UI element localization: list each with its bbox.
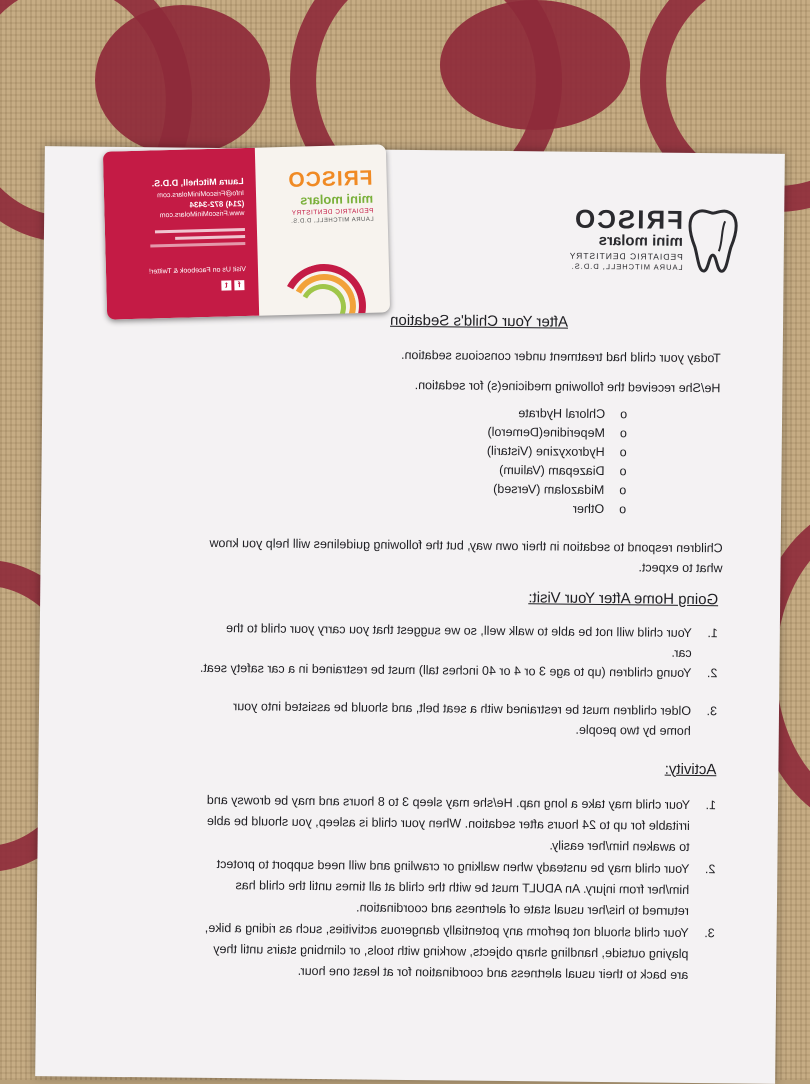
- card-name: Laura Mitchell, D.D.S.: [152, 176, 244, 188]
- document-title: After Your Child's Sedation: [390, 312, 568, 331]
- respond-line-1: Children respond to sedation in their own way, but the following guidelines will help you know: [209, 536, 722, 555]
- card-brand-area: [255, 144, 390, 315]
- letterhead-brand: FRISCO: [573, 204, 684, 236]
- card-contact-panel: [103, 148, 259, 320]
- intro-line-1: Today your child had treatment under conscious sedation.: [401, 348, 721, 365]
- medicine-item: oMidazolam (Versed): [486, 482, 626, 502]
- medicine-item: oDiazepam (Valium): [487, 463, 627, 483]
- facebook-icon: f: [234, 280, 244, 290]
- card-tagline: PEDIATRIC DENTISTRY: [291, 208, 373, 217]
- list-item: 2. Your child may be unsteady when walking or crawling and will need support to protect him/her from injury. An ADULT must be with the child at all times until the child has returned to his/her usual state of alertness and coordination.: [715, 859, 716, 923]
- card-website: www.FriscoMiniMolars.com: [160, 210, 245, 219]
- card-brand: FRISCO: [287, 167, 373, 193]
- medicine-list: [486, 406, 627, 521]
- card-email: Info@FriscoMiniMolars.com: [157, 190, 244, 199]
- activity-list: [714, 795, 716, 987]
- medicine-item: oHydroxyzine (Vistaril): [487, 444, 627, 464]
- letterhead: [549, 203, 740, 280]
- going-home-heading: Going Home After Your Visit:: [528, 589, 718, 608]
- medicine-item: oMeperidine(Demerol): [487, 425, 627, 445]
- activity-heading: Activity:: [665, 761, 717, 779]
- medicine-item: oChloral Hydrate: [487, 406, 627, 426]
- card-phone: (214) 872-3434: [189, 199, 244, 209]
- card-address-lines: [145, 228, 245, 248]
- twitter-icon: t: [221, 280, 231, 290]
- medicine-item: oOther: [486, 501, 626, 521]
- business-card: [103, 144, 390, 319]
- intro-line-2: He/She received the following medicine(s) for sedation.: [415, 378, 721, 395]
- card-doctor: LAURA MITCHELL, D.D.S.: [291, 217, 374, 225]
- list-item: 3. Your child should not perform any potentially dangerous activities, such as riding a bike, playing outside, handling sharp objects, working with tools, or climbing stairs until they are back to their usual alertness and coordination for at least one hour.: [714, 923, 715, 987]
- letterhead-brand-sub: mini molars: [599, 232, 683, 250]
- card-brand-sub: mini molars: [300, 191, 373, 208]
- respond-line-2: what to expect.: [638, 560, 722, 575]
- tooth-logo-icon: [687, 207, 740, 276]
- going-home-list: [717, 623, 718, 741]
- letterhead-doctor: LAURA MITCHELL, D.D.S.: [571, 262, 683, 272]
- letterhead-tagline: PEDIATRIC DENTISTRY: [569, 251, 683, 262]
- list-item: 1. Your child may take a long nap. He/she may sleep 3 to 8 hours and may be drowsy and irritable for up to 24 hours after sedation. When your child is asleep, you should be able to awaken him/her easily.: [715, 795, 716, 859]
- card-social-text: Visit Us on Facebook & Twitter!: [149, 266, 246, 276]
